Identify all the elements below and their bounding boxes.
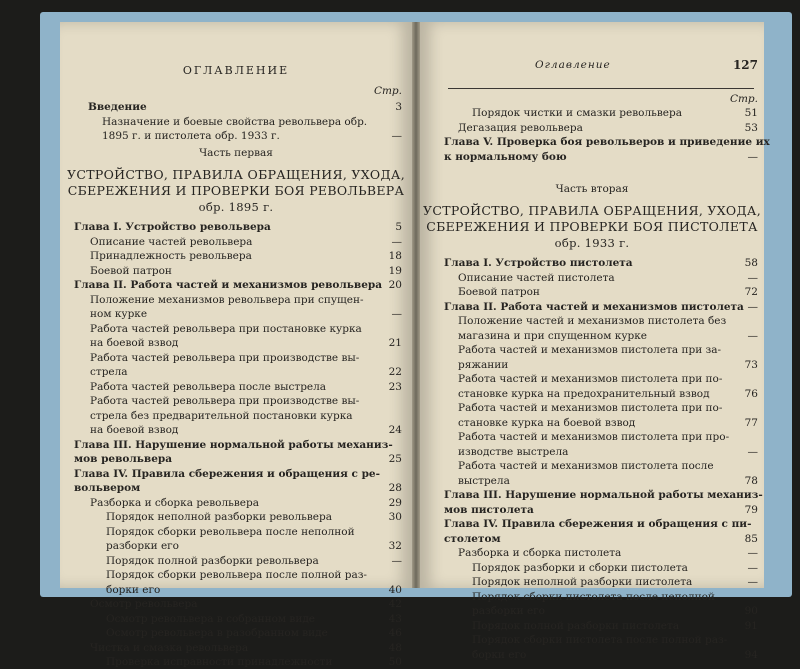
toc-entry bbox=[420, 343, 764, 357]
entry-text: Порядок сборки револьвера после полной раз- bbox=[106, 569, 367, 581]
toc-entry bbox=[420, 619, 764, 633]
entry-text: Порядок разборки и сборки пистолета bbox=[472, 561, 688, 574]
entry-page: 50 bbox=[388, 656, 402, 668]
entry-text: борки его bbox=[106, 583, 161, 596]
toc-entry bbox=[60, 115, 412, 129]
entry-text: Глава IV. Правила сбережения и обращения с ре- bbox=[74, 467, 380, 480]
toc-entry bbox=[420, 150, 764, 164]
toc-entry bbox=[420, 329, 764, 343]
entry-page: 48 bbox=[388, 641, 402, 654]
toc-entry bbox=[60, 597, 412, 611]
entry-page: 19 bbox=[388, 264, 402, 277]
entry-text: выстрела bbox=[458, 474, 510, 487]
entry-page: — bbox=[747, 300, 758, 313]
entry-text: вольвером bbox=[74, 482, 141, 494]
toc-entry bbox=[60, 264, 412, 278]
entry-text: Назначение и боевые свойства револьвера обр. bbox=[102, 115, 368, 128]
entry-text: мов пистолета bbox=[444, 503, 534, 516]
running-header: Оглавление 127 bbox=[535, 58, 758, 72]
entry-page: 29 bbox=[388, 496, 402, 509]
toc-entry bbox=[60, 365, 412, 379]
right-page bbox=[420, 22, 770, 661]
entry-text: разборки его bbox=[472, 605, 546, 617]
entry-text: Глава III. Нарушение нормальной работы механиз- bbox=[444, 489, 763, 501]
entry-text: Чистка и смазка револьвера bbox=[90, 641, 249, 654]
entry-page: 90 bbox=[744, 605, 758, 617]
toc-entry bbox=[60, 380, 412, 394]
toc-entry bbox=[420, 633, 764, 647]
entry-page: 43 bbox=[388, 612, 402, 625]
toc-entry bbox=[60, 452, 412, 466]
entry-page: 51 bbox=[744, 107, 758, 119]
page-number: 127 bbox=[732, 58, 758, 72]
toc-entry bbox=[420, 430, 764, 444]
toc-entry bbox=[60, 525, 412, 539]
toc-entry bbox=[420, 256, 764, 270]
toc-entry bbox=[420, 300, 764, 314]
entry-text: разборки его bbox=[106, 540, 180, 552]
toc-entry bbox=[420, 546, 764, 560]
entry-text: к нормальному бою bbox=[444, 150, 567, 163]
toc-entry bbox=[420, 474, 764, 488]
toc-entry bbox=[60, 336, 412, 350]
toc-entry bbox=[420, 314, 764, 328]
toc-entry bbox=[60, 394, 412, 408]
entry-text: Порядок сборки пистолета после неполной bbox=[472, 590, 715, 603]
entry-text: Проверка исправности принадлежности bbox=[106, 656, 333, 668]
entry-text: Работа частей револьвера при производстве вы- bbox=[90, 395, 360, 407]
part-title-line-1: УСТРОЙСТВО, ПРАВИЛА ОБРАЩЕНИЯ, УХОДА, bbox=[67, 167, 405, 182]
toc-entry bbox=[60, 409, 412, 423]
toc-entry bbox=[60, 438, 412, 452]
toc-entry bbox=[60, 100, 412, 114]
entry-text: борки его bbox=[472, 648, 527, 661]
entry-text: Работа частей револьвера после выстрела bbox=[90, 380, 327, 393]
entry-text: ряжании bbox=[458, 358, 509, 371]
entry-text: Осмотр револьвера bbox=[90, 598, 198, 610]
toc-entry bbox=[420, 285, 764, 299]
toc-entry bbox=[60, 307, 412, 321]
toc-entry bbox=[60, 583, 412, 597]
toc-entry bbox=[420, 459, 764, 473]
toc-entry bbox=[60, 278, 412, 292]
page-column-label: Стр. bbox=[373, 85, 402, 97]
entry-page: 94 bbox=[744, 648, 758, 661]
toc-entry bbox=[60, 351, 412, 365]
toc-entry bbox=[60, 129, 412, 143]
toc-entry bbox=[420, 517, 764, 531]
entry-page: 28 bbox=[388, 482, 402, 494]
toc-entry bbox=[60, 322, 412, 336]
entry-text: на боевой взвод bbox=[90, 337, 179, 349]
entry-page: 73 bbox=[744, 358, 758, 371]
toc-entry bbox=[420, 387, 764, 401]
entry-page: 77 bbox=[744, 416, 758, 429]
toc-entry bbox=[420, 488, 764, 502]
toc-entry bbox=[60, 423, 412, 437]
entry-text: Глава II. Работа частей и механизмов пистолета bbox=[444, 300, 744, 313]
entry-text: Положение частей и механизмов пистолета без bbox=[458, 315, 727, 327]
entry-page: 18 bbox=[388, 250, 402, 262]
entry-text: Описание частей револьвера bbox=[90, 235, 253, 248]
entry-text: Глава IV. Правила сбережения и обращения с пи- bbox=[444, 518, 752, 530]
entry-text: Осмотр револьвера в собранном виде bbox=[106, 612, 316, 625]
entry-page: 42 bbox=[388, 598, 402, 610]
entry-text: становке курка на боевой взвод bbox=[458, 416, 636, 429]
entry-text: Работа частей револьвера при производстве вы- bbox=[90, 351, 360, 364]
entry-text: стрела bbox=[90, 366, 128, 378]
toc-entry bbox=[420, 575, 764, 589]
entry-page: 40 bbox=[388, 583, 402, 596]
page-column-label: Стр. bbox=[729, 93, 758, 105]
entry-page: — bbox=[747, 329, 758, 342]
toc-title: ОГЛАВЛЕНИЕ bbox=[182, 64, 290, 77]
entry-page: 79 bbox=[744, 503, 758, 516]
part-label: Часть вторая bbox=[555, 183, 629, 195]
entry-page: 53 bbox=[744, 121, 758, 134]
toc-entry bbox=[420, 532, 764, 546]
entry-text: Работа частей и механизмов пистолета при про- bbox=[458, 431, 730, 443]
entry-page: 24 bbox=[388, 424, 402, 436]
entry-text: изводстве выстрела bbox=[458, 445, 569, 458]
toc-entry bbox=[420, 604, 764, 618]
toc-entry bbox=[420, 416, 764, 430]
toc-entry bbox=[420, 271, 764, 285]
toc-entry bbox=[60, 539, 412, 553]
part-title-line-3: обр. 1933 г. bbox=[554, 236, 630, 250]
part-title-line-2: СБЕРЕЖЕНИЯ И ПРОВЕРКИ БОЯ РЕВОЛЬВЕРА bbox=[67, 183, 405, 198]
entry-text: Работа частей и механизмов пистолета при по- bbox=[458, 373, 723, 385]
entry-text: Глава V. Проверка боя револьверов и приведение их bbox=[444, 136, 770, 148]
entry-page: 91 bbox=[744, 619, 758, 632]
entry-page: 72 bbox=[744, 286, 758, 298]
entry-text: стрела без предварительной постановки курка bbox=[90, 409, 353, 422]
header-rule bbox=[448, 88, 754, 89]
toc-entry bbox=[60, 235, 412, 249]
entry-page: — bbox=[747, 150, 758, 163]
toc-entry bbox=[60, 467, 412, 481]
toc-entry bbox=[60, 655, 412, 669]
entry-page: — bbox=[391, 235, 402, 248]
toc-entry bbox=[60, 612, 412, 626]
entry-text: Осмотр револьвера в разобранном виде bbox=[106, 627, 328, 639]
toc-entry bbox=[60, 641, 412, 655]
entry-text: Глава III. Нарушение нормальной работы механиз- bbox=[74, 438, 393, 451]
entry-text: Работа частей револьвера при постановке курка bbox=[90, 322, 362, 335]
toc-entry bbox=[420, 401, 764, 415]
entry-page: 23 bbox=[388, 380, 402, 393]
entry-page: 78 bbox=[744, 474, 758, 487]
entry-page: 21 bbox=[388, 337, 402, 349]
entry-text: Порядок неполной разборки револьвера bbox=[106, 511, 333, 523]
part-title-line-1: УСТРОЙСТВО, ПРАВИЛА ОБРАЩЕНИЯ, УХОДА, bbox=[423, 203, 761, 218]
part-title-line-2: СБЕРЕЖЕНИЯ И ПРОВЕРКИ БОЯ ПИСТОЛЕТА bbox=[426, 219, 758, 234]
entry-page: — bbox=[391, 308, 402, 320]
entry-text: 1895 г. и пистолета обр. 1933 г. bbox=[102, 130, 280, 142]
entry-page: — bbox=[391, 554, 402, 567]
entry-text: Глава I. Устройство револьвера bbox=[74, 221, 271, 233]
entry-text: на боевой взвод bbox=[90, 424, 179, 436]
entry-text: Описание частей пистолета bbox=[458, 271, 615, 284]
entry-text: Порядок неполной разборки пистолета bbox=[472, 576, 693, 588]
entry-text: Дегазация револьвера bbox=[458, 121, 583, 134]
entry-text: Глава II. Работа частей и механизмов револьвера bbox=[74, 279, 383, 291]
entry-text: становке курка на предохранительный взвод bbox=[458, 387, 710, 400]
entry-text: Работа частей и механизмов пистолета после bbox=[458, 460, 714, 472]
entry-page: — bbox=[747, 547, 758, 559]
entry-page: — bbox=[747, 561, 758, 574]
entry-text: Принадлежность револьвера bbox=[90, 250, 252, 262]
toc-entry bbox=[60, 481, 412, 495]
toc-entry bbox=[420, 121, 764, 135]
entry-page: 46 bbox=[388, 627, 402, 639]
entry-text: Введение bbox=[88, 101, 147, 113]
entry-text: Глава I. Устройство пистолета bbox=[444, 257, 633, 269]
entry-page: 3 bbox=[395, 101, 402, 113]
entry-page: 85 bbox=[744, 532, 758, 545]
entry-text: Порядок сборки пистолета после полной раз- bbox=[472, 634, 728, 646]
toc-entry bbox=[60, 249, 412, 263]
toc-entry bbox=[60, 496, 412, 510]
entry-text: Порядок сборки револьвера после неполной bbox=[106, 525, 355, 538]
part-label: Часть первая bbox=[199, 147, 273, 159]
entry-page: 5 bbox=[395, 221, 402, 233]
entry-page: 76 bbox=[744, 387, 758, 400]
toc-entry bbox=[60, 510, 412, 524]
toc-entry bbox=[420, 648, 764, 662]
entry-text: Порядок полной разборки пистолета bbox=[472, 619, 680, 632]
entry-text: Работа частей и механизмов пистолета при по- bbox=[458, 402, 723, 414]
toc-entry bbox=[60, 220, 412, 234]
toc-entry bbox=[60, 554, 412, 568]
left-page bbox=[60, 22, 412, 668]
entry-page: 25 bbox=[388, 453, 402, 465]
entry-page: 58 bbox=[744, 257, 758, 269]
entry-page: 20 bbox=[388, 279, 402, 291]
entry-text: Разборка и сборка пистолета bbox=[458, 547, 622, 559]
toc-entry bbox=[420, 372, 764, 386]
entry-text: Боевой патрон bbox=[458, 286, 540, 298]
entry-text: магазина и при спущенном курке bbox=[458, 329, 647, 342]
entry-page: — bbox=[747, 271, 758, 284]
toc-entry bbox=[420, 445, 764, 459]
toc-entry bbox=[60, 293, 412, 307]
entry-page: — bbox=[391, 130, 402, 142]
entry-text: Порядок чистки и смазки револьвера bbox=[472, 107, 682, 119]
entry-page: 32 bbox=[388, 540, 402, 552]
entry-text: столетом bbox=[444, 532, 501, 545]
toc-entry bbox=[60, 568, 412, 582]
entry-page: 30 bbox=[388, 511, 402, 523]
toc-entry bbox=[420, 106, 764, 120]
toc-entry bbox=[420, 590, 764, 604]
entry-text: Положение механизмов револьвера при спущен- bbox=[90, 293, 364, 306]
toc-entry bbox=[420, 358, 764, 372]
entry-page: 22 bbox=[388, 366, 402, 378]
entry-text: Порядок полной разборки револьвера bbox=[106, 554, 319, 567]
entry-text: Боевой патрон bbox=[90, 264, 172, 277]
toc-entry bbox=[60, 626, 412, 640]
toc-entry bbox=[420, 503, 764, 517]
entry-text: ном курке bbox=[90, 308, 148, 320]
entry-text: Разборка и сборка револьвера bbox=[90, 496, 259, 509]
part-title-line-3: обр. 1895 г. bbox=[198, 200, 274, 214]
entry-text: Работа частей и механизмов пистолета при за- bbox=[458, 344, 722, 356]
entry-page: — bbox=[747, 576, 758, 588]
toc-entry bbox=[420, 561, 764, 575]
entry-page: — bbox=[747, 445, 758, 458]
toc-entry bbox=[420, 135, 770, 149]
entry-text: мов револьвера bbox=[74, 453, 173, 465]
